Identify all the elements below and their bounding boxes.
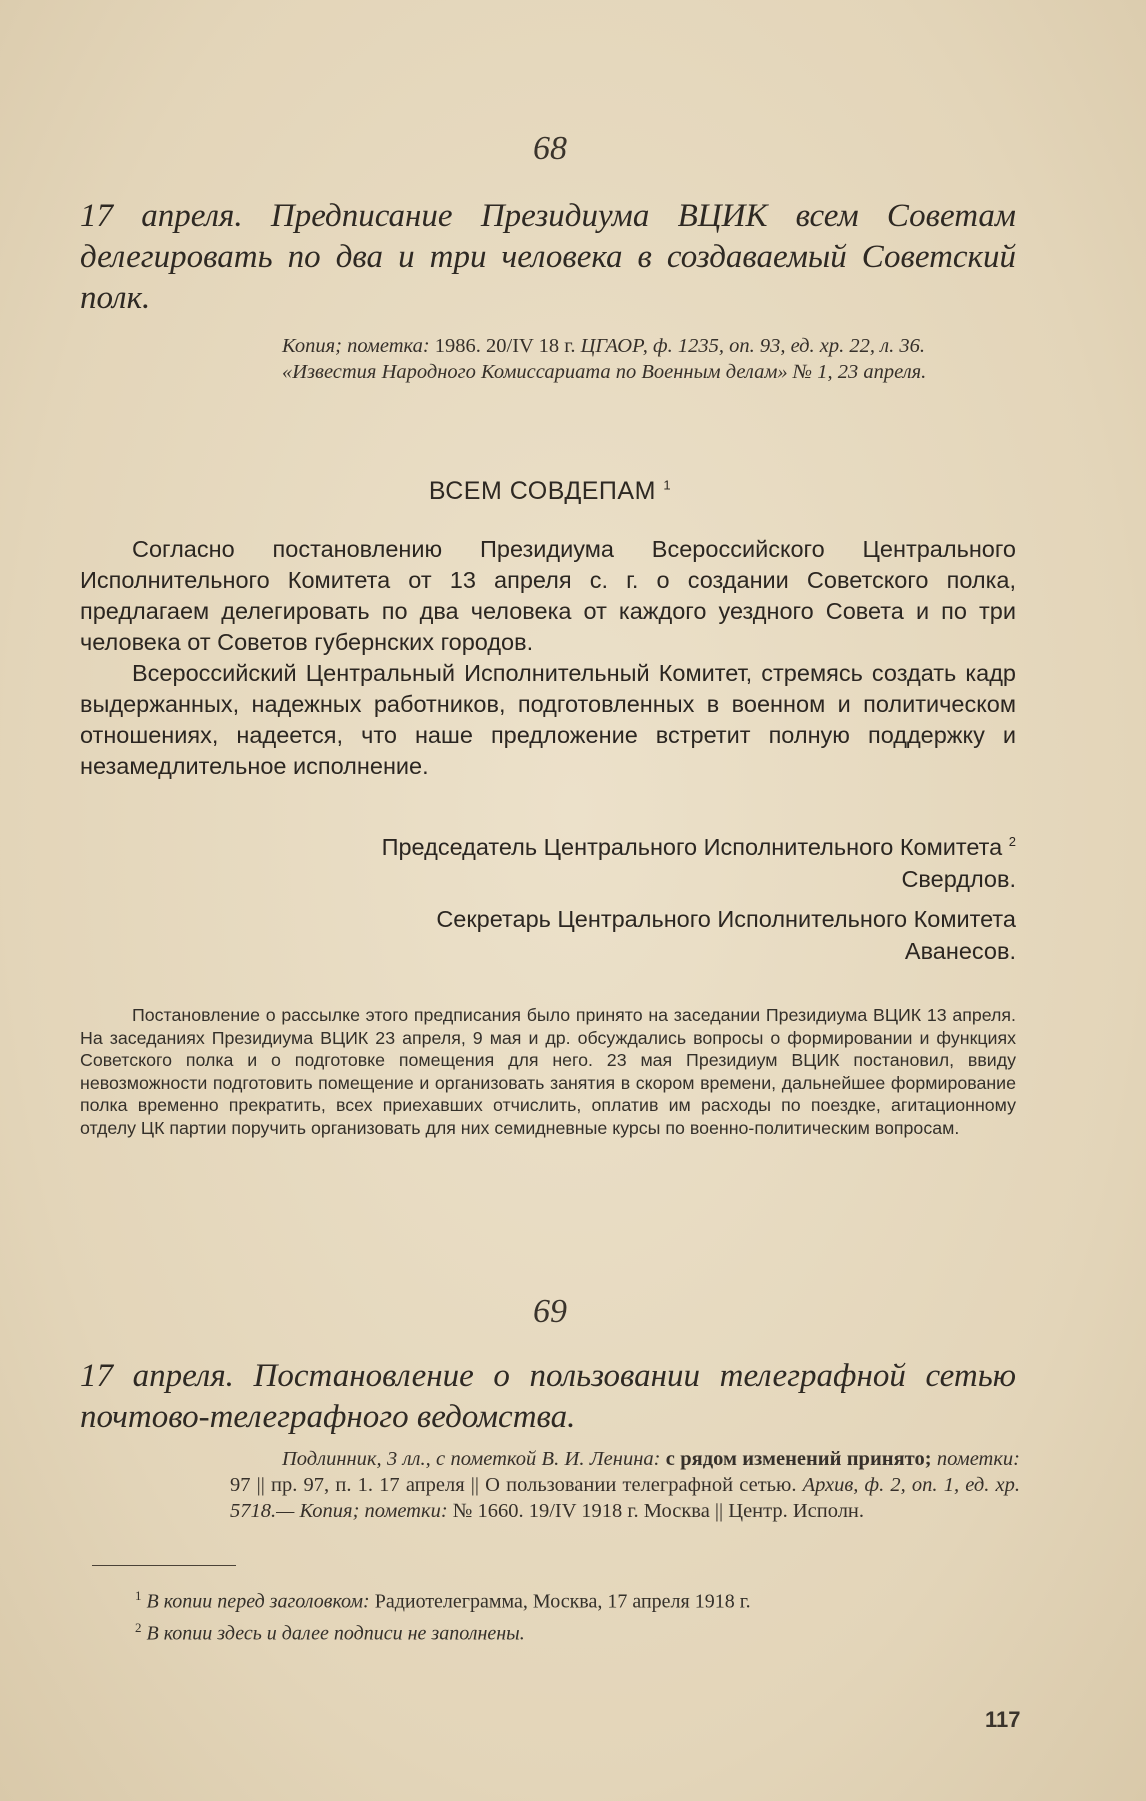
source-archive: ЦГАОР, ф. 1235, оп. 93, ед. хр. 22, л. 36.	[580, 335, 925, 357]
footnote-mark: 2	[135, 1619, 142, 1635]
footnote-label: В копии перед заголовком:	[146, 1590, 370, 1613]
footnote-label: В копии здесь и далее подписи не заполнены.	[146, 1622, 525, 1645]
editorial-note	[80, 1004, 1016, 1140]
source-mark: 1986. 20/IV 18 г.	[429, 335, 581, 357]
source-copy-marks: № 1660. 19/IV 1918 г. Москва || Центр. Исполн.	[447, 1500, 865, 1522]
source-resolution: с рядом изменений принято;	[660, 1448, 937, 1470]
footnotes	[135, 1583, 1015, 1646]
editorial-note-text: Постановление о рассылке этого предписания было принято на заседании Президиума ВЦИК 13 апреля. На заседаниях Президиума ВЦИК 23 апреля, 9 мая и др. обсуждались вопросы о формировании и функциях Советского полка и о подготовке помещения для него. 23 мая Президиум ВЦИК постановил, ввиду невозможности подготовить помещение и организовать занятия в скором времени, дальнейшее формирование полка временно прекратить, всех приехавших отчислить, оплатив им расходы по поездке, агитационному отделу ЦК партии поручить организовать для них семидневные курсы по военно-политическим вопросам.	[80, 1005, 1016, 1138]
document-heading-69: 17 апреля. Постановление о пользовании телеграфной сетью почтово-телеграфного ведомства.	[80, 1358, 1016, 1435]
document-body	[80, 534, 1016, 782]
signature-chairman-name: Свердлов.	[901, 865, 1016, 892]
paragraph-1: Согласно постановлению Президиума Всероссийского Центрального Исполнительного Комитета от 13 апреля с. г. о создании Советского полка, предлагаем делегировать по два человека от каждого уездного Совета и по три человека от Советов губернских городов.	[80, 536, 1016, 655]
document-number-69: 69	[533, 1293, 567, 1330]
footnote-divider	[92, 1565, 236, 1566]
source-publication: «Известия Народного Комиссариата по Военным делам» № 1, 23 апреля.	[282, 361, 927, 383]
footnote-ref-1: 1	[663, 477, 672, 493]
paragraph-2: Всероссийский Центральный Исполнительный Комитет, стремясь создать кадр выдержанных, надежных работников, подготовленных в военном и политическом отношениях, надеется, что наше предложение встретит полную поддержку и незамедлительное исполнение.	[80, 660, 1016, 779]
footnote-mark: 1	[135, 1588, 142, 1603]
source-archive: Архив, ф. 2, оп. 1, ед. хр. 5718.— Копия; пометки:	[230, 1474, 1020, 1522]
document-title-text: ВСЕМ СОВДЕПАМ	[428, 477, 656, 505]
footnote-1	[135, 1583, 1015, 1615]
source-note-68	[230, 333, 1020, 385]
signature-secretary-title: Секретарь Центрального Исполнительного Комитета	[436, 906, 1016, 932]
source-label: Подлинник, 3 лл., с пометкой В. И. Ленина:	[282, 1448, 661, 1470]
source-marks: 97 || пр. 97, п. 1. 17 апреля || О пользовании телеграфной сетью.	[230, 1474, 803, 1496]
source-label: Копия; пометка:	[282, 335, 430, 357]
source-note-69	[230, 1446, 1020, 1524]
footnote-2	[135, 1615, 1015, 1647]
footnote-text: Радиотелеграмма, Москва, 17 апреля 1918 г.	[369, 1590, 751, 1613]
document-heading-68: 17 апреля. Предписание Президиума ВЦИК всем Советам делегировать по два и три человека в создаваемый Советский полк.	[80, 198, 1016, 316]
signature-chairman-title: Председатель Центрального Исполнительного Комитета	[381, 833, 1003, 860]
signature-secretary	[436, 903, 1016, 967]
source-marks-label: пометки:	[936, 1448, 1020, 1470]
signature-secretary-name: Аванесов.	[904, 938, 1016, 964]
signature-chairman	[382, 826, 1016, 895]
page-number: 117	[985, 1707, 1021, 1732]
footnote-ref-2: 2	[1008, 834, 1016, 849]
document-title	[0, 477, 1100, 506]
document-number-68: 68	[533, 130, 567, 167]
